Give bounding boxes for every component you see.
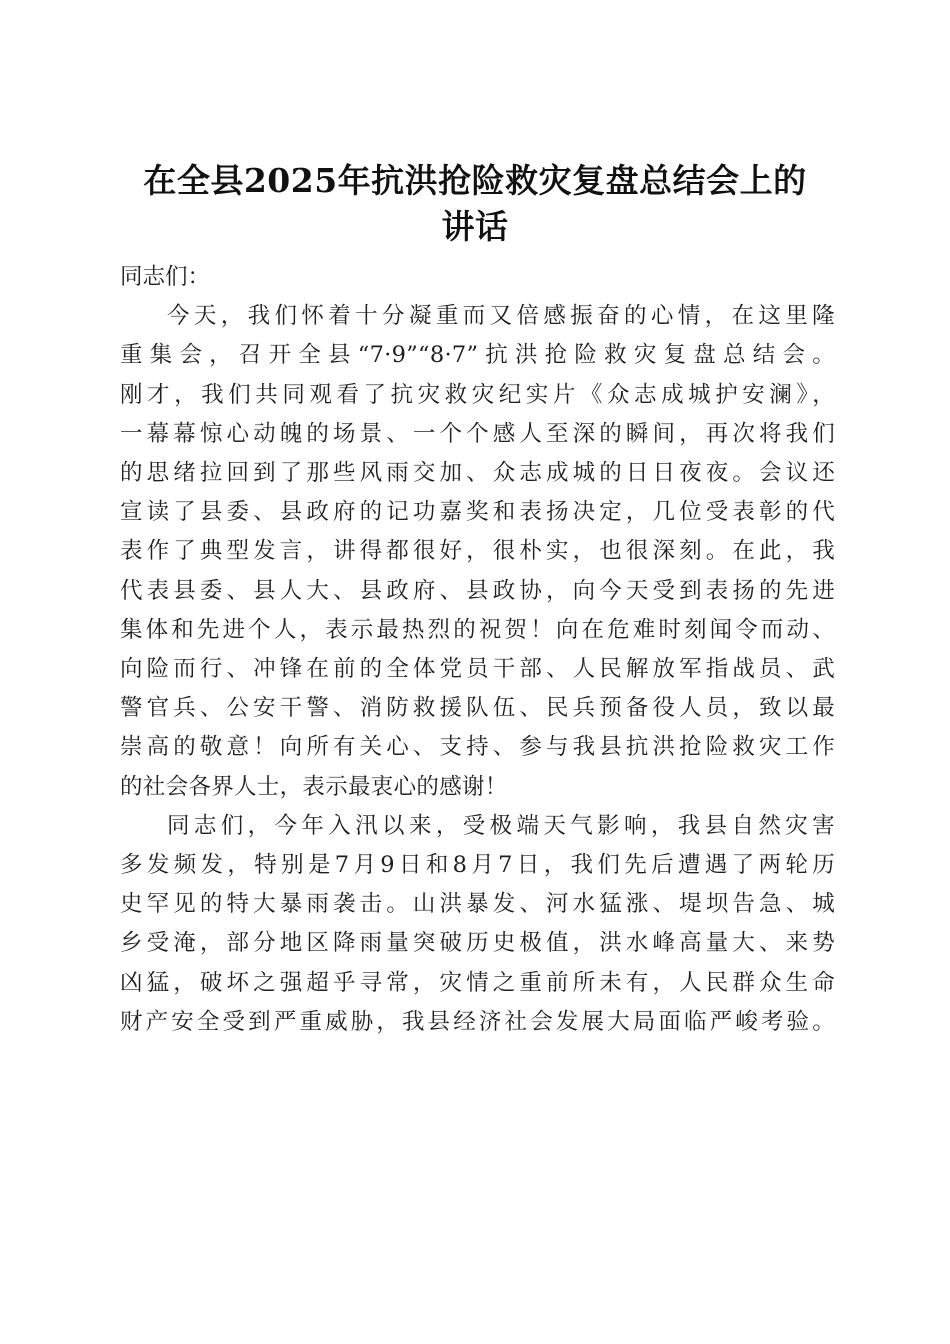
document-title — [110, 158, 840, 250]
paragraph-line: 的社会各界人士，表示最衷心的感谢！ — [120, 773, 508, 800]
document-body — [120, 258, 835, 1042]
paragraph-1 — [120, 297, 835, 807]
salutation: 同志们： — [120, 264, 211, 290]
paragraph-2 — [120, 807, 835, 1042]
paragraph-line: 向险而行、冲锋在前的全体党员干部、人民解放军指战员、武 — [120, 656, 835, 683]
title-line: 在全县2025年抗洪抢险救灾复盘总结会上的 — [143, 161, 807, 201]
paragraph-line: 重集会，召开全县“7·9”“8·7”抗洪抢险救灾复盘总结会。 — [120, 342, 835, 369]
paragraph-line: 同志们，今年入汛以来，受极端天气影响，我县自然灾害 — [167, 812, 835, 839]
paragraph-line: 史罕见的特大暴雨袭击。山洪暴发、河水猛涨、堤坝告急、城 — [120, 891, 835, 918]
paragraph-line: 的思绪拉回到了那些风雨交加、众志成城的日日夜夜。会议还 — [120, 460, 835, 487]
paragraph-line: 多发频发，特别是7月9日和8月7日，我们先后遭遇了两轮历 — [120, 852, 835, 879]
paragraph-line: 崇高的敬意！向所有关心、支持、参与我县抗洪抢险救灾工作 — [120, 734, 835, 761]
paragraph-line: 代表县委、县人大、县政府、县政协，向今天受到表扬的先进 — [120, 577, 835, 604]
paragraph-line: 凶猛，破坏之强超乎寻常，灾情之重前所未有，人民群众生命 — [120, 969, 835, 996]
paragraph-line: 刚才，我们共同观看了抗灾救灾纪实片《众志成城护安澜》， — [120, 381, 835, 408]
paragraph-line: 乡受淹，部分地区降雨量突破历史极值，洪水峰高量大、来势 — [120, 930, 835, 957]
paragraph-line: 集体和先进个人，表示最热烈的祝贺！向在危难时刻闻令而动、 — [120, 616, 835, 643]
paragraph-line: 一幕幕惊心动魄的场景、一个个感人至深的瞬间，再次将我们 — [120, 420, 835, 447]
paragraph-line: 今天，我们怀着十分凝重而又倍感振奋的心情，在这里隆 — [167, 303, 835, 330]
paragraph-line: 财产安全受到严重威胁，我县经济社会发展大局面临严峻考验。 — [120, 1008, 835, 1035]
paragraph-line: 表作了典型发言，讲得都很好，很朴实，也很深刻。在此，我 — [120, 538, 835, 565]
paragraph-line: 警官兵、公安干警、消防救援队伍、民兵预备役人员，致以最 — [120, 695, 835, 722]
paragraph-line: 宣读了县委、县政府的记功嘉奖和表扬决定，几位受表彰的代 — [120, 499, 835, 526]
title-line: 讲话 — [441, 207, 509, 247]
